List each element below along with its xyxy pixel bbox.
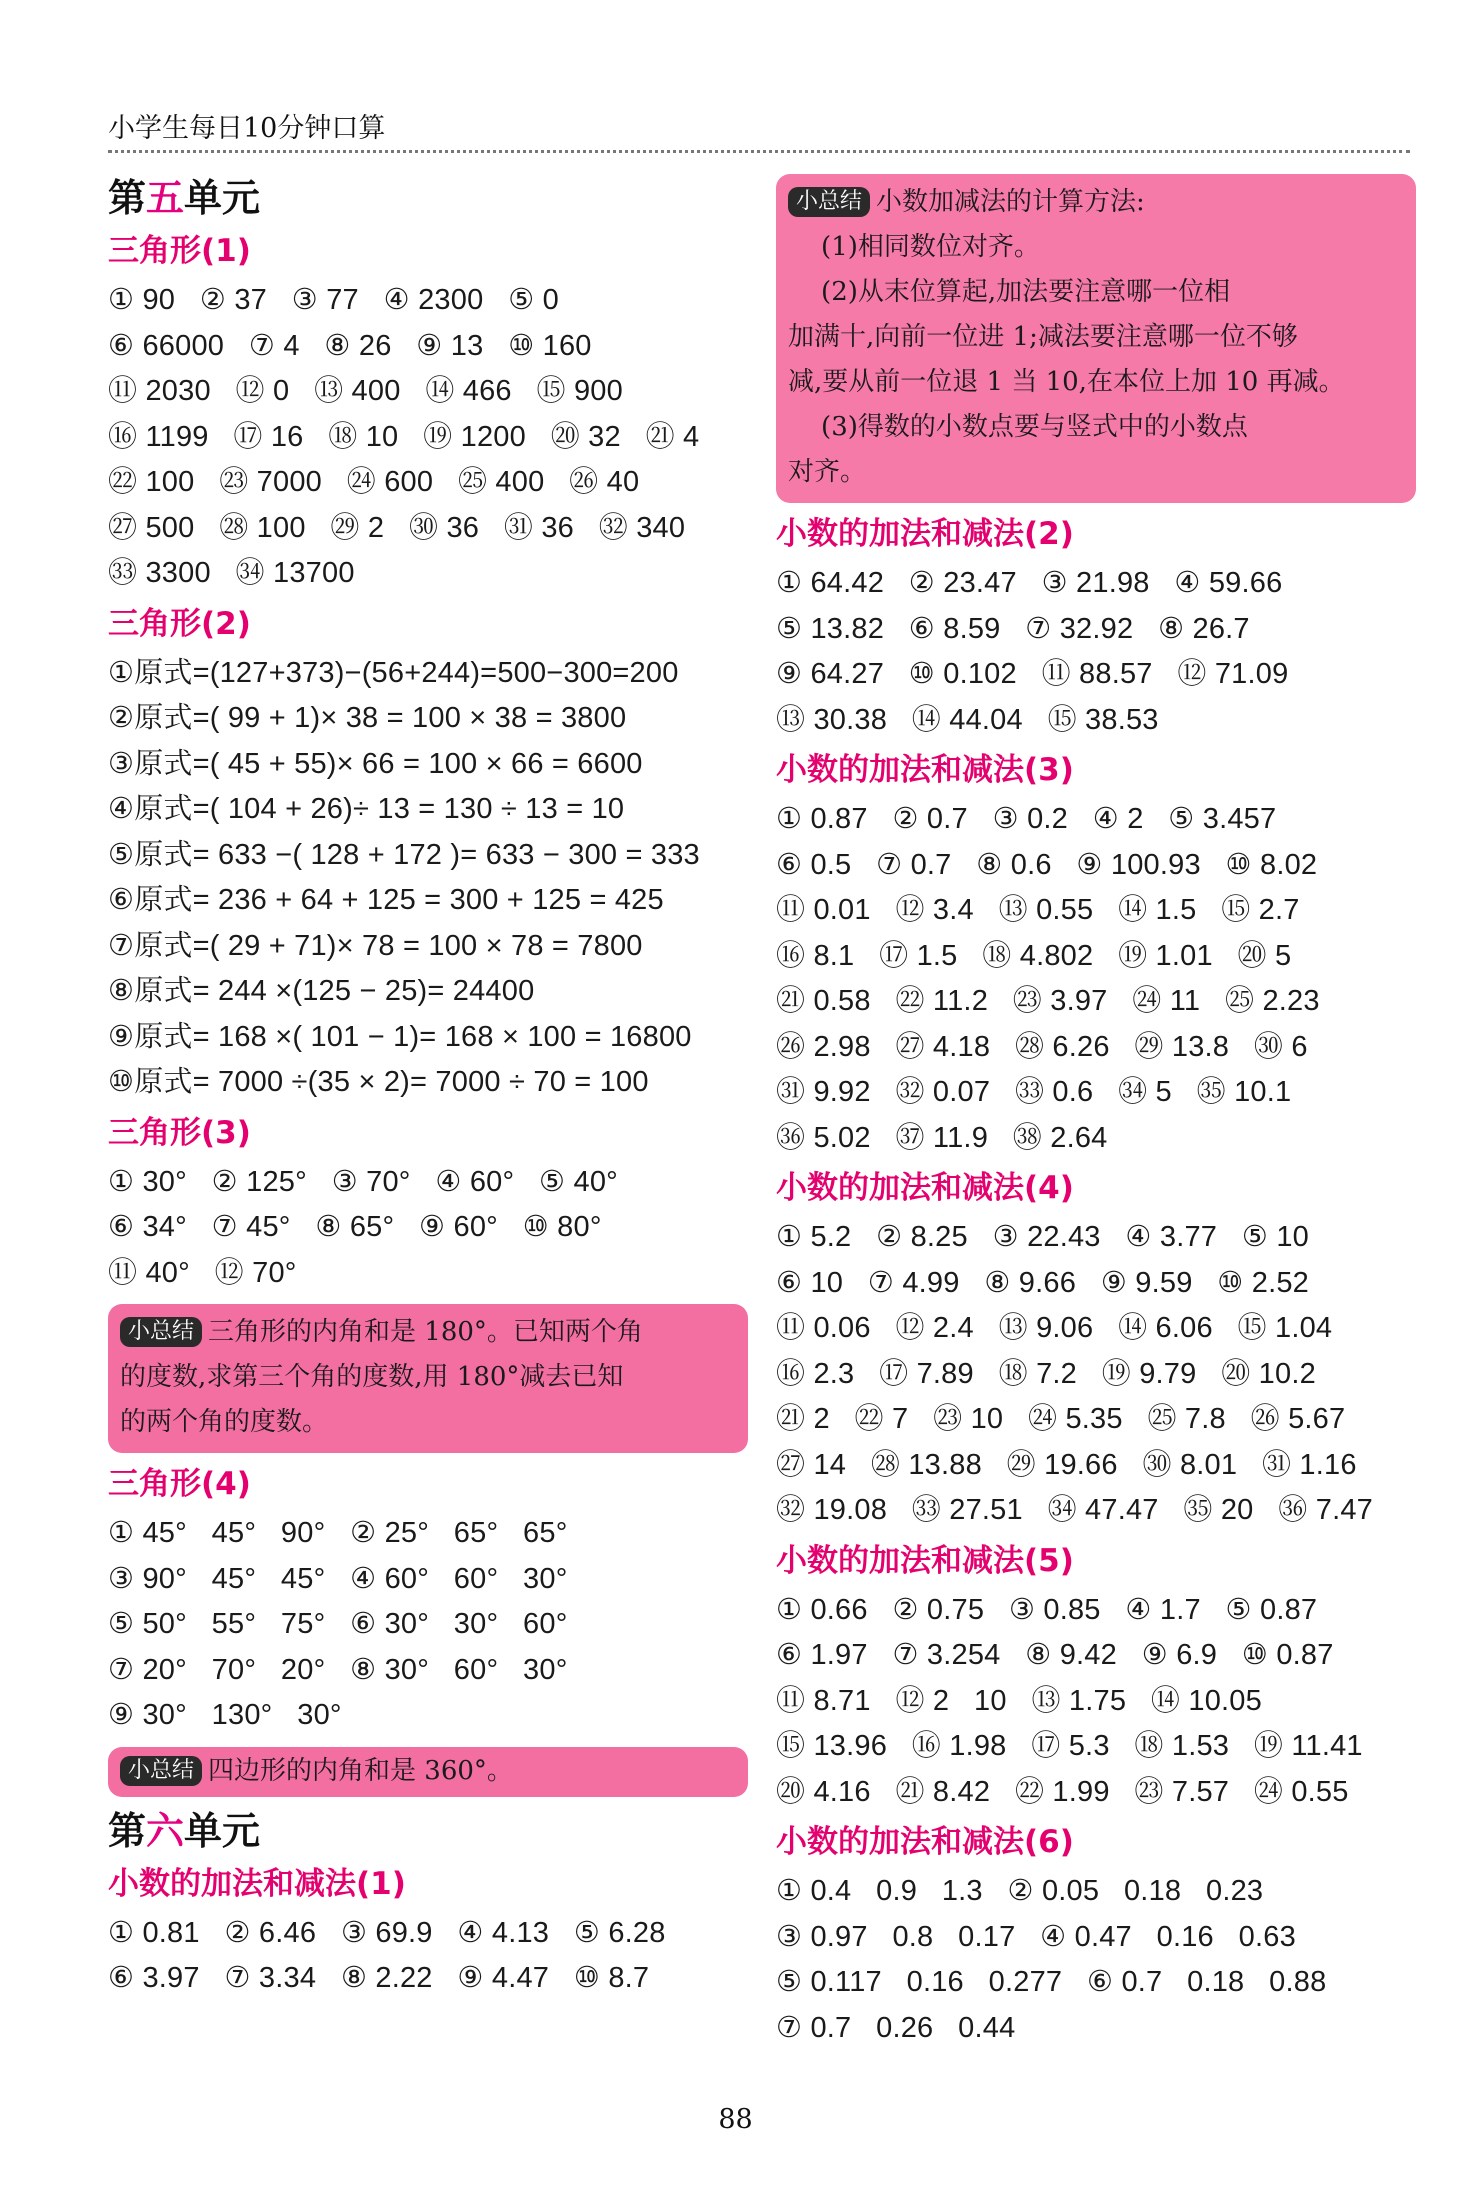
section-title-triangle-4: 三角形(4) [108, 1466, 251, 1502]
answers-decimal-6 [776, 1869, 1416, 2051]
summary-line: (1)相同数位对齐。 [788, 232, 1040, 262]
section-title-decimal-1: 小数的加法和减法(1) [108, 1865, 406, 1902]
answer-row: ⑤ 0.117 0.16 0.277 ⑥ 0.7 0.18 0.88 [776, 1966, 1327, 1998]
answer-row: ㉑ 0.58 ㉒ 11.2 ㉓ 3.97 ㉔ 11 ㉕ 2.23 [776, 985, 1320, 1017]
answer-row: ⑦ 0.7 0.26 0.44 [776, 2011, 1016, 2044]
answer-row: ㉒ 100 ㉓ 7000 ㉔ 600 ㉕ 400 ㉖ 40 [108, 466, 640, 498]
summary-line: 小数加减法的计算方法: [876, 187, 1145, 217]
answer-row: ⑮ 13.96 ⑯ 1.98 ⑰ 5.3 ⑱ 1.53 ⑲ 11.41 [776, 1730, 1363, 1762]
answer-row: ㉜ 19.08 ㉝ 27.51 ㉞ 47.47 ㉟ 20 ㊱ 7.47 [776, 1494, 1373, 1526]
answers-triangle-2 [108, 651, 748, 1106]
unit-6-title: 第六单元 [108, 1808, 261, 1853]
section-title-decimal-4: 小数的加法和减法(4) [776, 1170, 1074, 1206]
answer-row: ⑨原式= 168 ×( 101 − 1)= 168 × 100 = 16800 [108, 1020, 692, 1053]
summary-tag: 小总结 [788, 187, 870, 217]
answer-row: ① 64.42 ② 23.47 ③ 21.98 ④ 59.66 [776, 567, 1283, 599]
summary-line: (2)从末位算起,加法要注意哪一位相 [788, 277, 1231, 307]
answer-row: ⑪ 40° ⑫ 70° [108, 1256, 297, 1289]
section-title-decimal-3: 小数的加法和减法(3) [776, 752, 1074, 788]
answer-row: ⑯ 2.3 ⑰ 7.89 ⑱ 7.2 ⑲ 9.79 ⑳ 10.2 [776, 1357, 1316, 1390]
answer-row: ㉑ 2 ㉒ 7 ㉓ 10 ㉔ 5.35 ㉕ 7.8 ㉖ 5.67 [776, 1403, 1346, 1435]
answer-row: ① 5.2 ② 8.25 ③ 22.43 ④ 3.77 ⑤ 10 [776, 1221, 1309, 1253]
answer-row: ⑥ 3.97 ⑦ 3.34 ⑧ 2.22 ⑨ 4.47 ⑩ 8.7 [108, 1962, 650, 1994]
summary-line: 减,要从前一位退 1 当 10,在本位上加 10 再减。 [788, 367, 1345, 397]
answer-row: ⑬ 30.38 ⑭ 44.04 ⑮ 38.53 [776, 703, 1159, 736]
answers-triangle-3 [108, 1160, 748, 1297]
answer-row: ⑥ 0.5 ⑦ 0.7 ⑧ 0.6 ⑨ 100.93 ⑩ 8.02 [776, 848, 1318, 881]
answer-row: ① 0.81 ② 6.46 ③ 69.9 ④ 4.13 ⑤ 6.28 [108, 1916, 666, 1949]
answer-row: ⑧原式= 244 ×(125 − 25)= 24400 [108, 975, 535, 1007]
answer-row: ⑪ 0.01 ⑫ 3.4 ⑬ 0.55 ⑭ 1.5 ⑮ 2.7 [776, 894, 1300, 926]
answer-row: ⑳ 4.16 ㉑ 8.42 ㉒ 1.99 ㉓ 7.57 ㉔ 0.55 [776, 1775, 1349, 1808]
summary-line: 加满十,向前一位进 1;减法要注意哪一位不够 [788, 322, 1298, 352]
answer-row: ①原式=(127+373)−(56+244)=500−300=200 [108, 656, 679, 689]
summary-tag: 小总结 [120, 1756, 202, 1786]
answer-row: ① 0.4 0.9 1.3 ② 0.05 0.18 0.23 [776, 1875, 1264, 1907]
answer-row: ③ 90° 45° 45° ④ 60° 60° 30° [108, 1562, 568, 1595]
section-title-triangle-2: 三角形(2) [108, 605, 251, 642]
summary-line: 的度数,求第三个角的度数,用 180°减去已知 [120, 1362, 624, 1392]
book-title: 小学生每日10分钟口算 [108, 113, 386, 144]
answers-decimal-3 [776, 797, 1416, 1161]
answer-row: ⑥ 1.97 ⑦ 3.254 ⑧ 9.42 ⑨ 6.9 ⑩ 0.87 [776, 1639, 1334, 1671]
answer-row: ③ 0.97 0.8 0.17 ④ 0.47 0.16 0.63 [776, 1920, 1296, 1953]
answer-row: ⑪ 8.71 ⑫ 2 10 ⑬ 1.75 ⑭ 10.05 [776, 1684, 1262, 1717]
answer-row: ②原式=( 99 + 1)× 38 = 100 × 38 = 3800 [108, 702, 627, 734]
answers-triangle-1 [108, 278, 748, 597]
answer-row: ⑪ 2030 ⑫ 0 ⑬ 400 ⑭ 466 ⑮ 900 [108, 375, 623, 407]
summary-box-decimal-method [776, 174, 1416, 503]
section-title-decimal-2: 小数的加法和减法(2) [776, 516, 1074, 552]
answer-row: ㉗ 14 ㉘ 13.88 ㉙ 19.66 ㉚ 8.01 ㉛ 1.16 [776, 1448, 1357, 1481]
answer-row: ⑥ 66000 ⑦ 4 ⑧ 26 ⑨ 13 ⑩ 160 [108, 329, 592, 362]
answer-row: ㉖ 2.98 ㉗ 4.18 ㉘ 6.26 ㉙ 13.8 ㉚ 6 [776, 1030, 1308, 1063]
answer-row: ⑤ 50° 55° 75° ⑥ 30° 30° 60° [108, 1608, 568, 1640]
answer-row: ㉗ 500 ㉘ 100 ㉙ 2 ㉚ 36 ㉛ 36 ㉜ 340 [108, 511, 686, 544]
summary-line: 的两个角的度数。 [120, 1407, 329, 1437]
answer-row: ① 0.87 ② 0.7 ③ 0.2 ④ 2 ⑤ 3.457 [776, 803, 1277, 835]
left-column [108, 168, 748, 2002]
section-title-triangle-3: 三角形(3) [108, 1114, 251, 1151]
answer-row: ⑥原式= 236 + 64 + 125 = 300 + 125 = 425 [108, 884, 664, 916]
answers-decimal-5 [776, 1588, 1416, 1816]
summary-line: 三角形的内角和是 180°。已知两个角 [208, 1317, 643, 1347]
answer-row: ⑤原式= 633 −( 128 + 172 )= 633 − 300 = 333 [108, 838, 700, 871]
answer-row: ④原式=( 104 + 26)÷ 13 = 130 ÷ 13 = 10 [108, 793, 625, 825]
answer-row: ⑯ 8.1 ⑰ 1.5 ⑱ 4.802 ⑲ 1.01 ⑳ 5 [776, 939, 1292, 972]
summary-box-triangle-angles [108, 1304, 748, 1453]
summary-line: 四边形的内角和是 360°。 [208, 1755, 513, 1786]
answers-decimal-4 [776, 1215, 1416, 1534]
answer-row: ⑪ 0.06 ⑫ 2.4 ⑬ 9.06 ⑭ 6.06 ⑮ 1.04 [776, 1312, 1333, 1344]
answer-row: ⑥ 10 ⑦ 4.99 ⑧ 9.66 ⑨ 9.59 ⑩ 2.52 [776, 1266, 1309, 1299]
answer-row: ① 45° 45° 90° ② 25° 65° 65° [108, 1517, 568, 1549]
page-number: 88 [718, 2104, 753, 2135]
answer-row: ⑥ 34° ⑦ 45° ⑧ 65° ⑨ 60° ⑩ 80° [108, 1211, 602, 1243]
summary-line: (3)得数的小数点要与竖式中的小数点 [788, 412, 1248, 442]
summary-line: 对齐。 [788, 457, 867, 487]
answer-row: ① 0.66 ② 0.75 ③ 0.85 ④ 1.7 ⑤ 0.87 [776, 1593, 1318, 1626]
right-column [776, 168, 1416, 2051]
answer-row: ㊱ 5.02 ㊲ 11.9 ㊳ 2.64 [776, 1121, 1108, 1154]
answer-row: ③原式=( 45 + 55)× 66 = 100 × 66 = 6600 [108, 747, 643, 780]
answers-decimal-1 [108, 1911, 748, 2002]
answer-row: ⑯ 1199 ⑰ 16 ⑱ 10 ⑲ 1200 ⑳ 32 ㉑ 4 [108, 420, 700, 453]
answer-row: ⑦原式=( 29 + 71)× 78 = 100 × 78 = 7800 [108, 929, 643, 962]
header-divider [108, 150, 1410, 153]
answer-row: ⑨ 64.27 ⑩ 0.102 ⑪ 88.57 ⑫ 71.09 [776, 658, 1289, 690]
section-title-triangle-1: 三角形(1) [108, 233, 251, 269]
unit-5-title: 第五单元 [108, 176, 261, 220]
answer-row: ① 30° ② 125° ③ 70° ④ 60° ⑤ 40° [108, 1165, 618, 1198]
answers-triangle-4 [108, 1511, 748, 1739]
summary-box-quadrilateral [108, 1747, 748, 1797]
answer-row: ㉛ 9.92 ㉜ 0.07 ㉝ 0.6 ㉞ 5 ㉟ 10.1 [776, 1076, 1292, 1108]
section-title-decimal-6: 小数的加法和减法(6) [776, 1824, 1074, 1860]
section-title-decimal-5: 小数的加法和减法(5) [776, 1542, 1074, 1579]
answer-row: ⑩原式= 7000 ÷(35 × 2)= 7000 ÷ 70 = 100 [108, 1066, 649, 1098]
answer-row: ⑨ 30° 130° 30° [108, 1699, 342, 1731]
answer-row: ⑤ 13.82 ⑥ 8.59 ⑦ 32.92 ⑧ 26.7 [776, 612, 1250, 645]
answer-row: ㉝ 3300 ㉞ 13700 [108, 557, 355, 589]
summary-tag: 小总结 [120, 1317, 202, 1347]
answer-row: ① 90 ② 37 ③ 77 ④ 2300 ⑤ 0 [108, 284, 559, 316]
answers-decimal-2 [776, 561, 1416, 743]
answer-row: ⑦ 20° 70° 20° ⑧ 30° 60° 30° [108, 1653, 568, 1686]
